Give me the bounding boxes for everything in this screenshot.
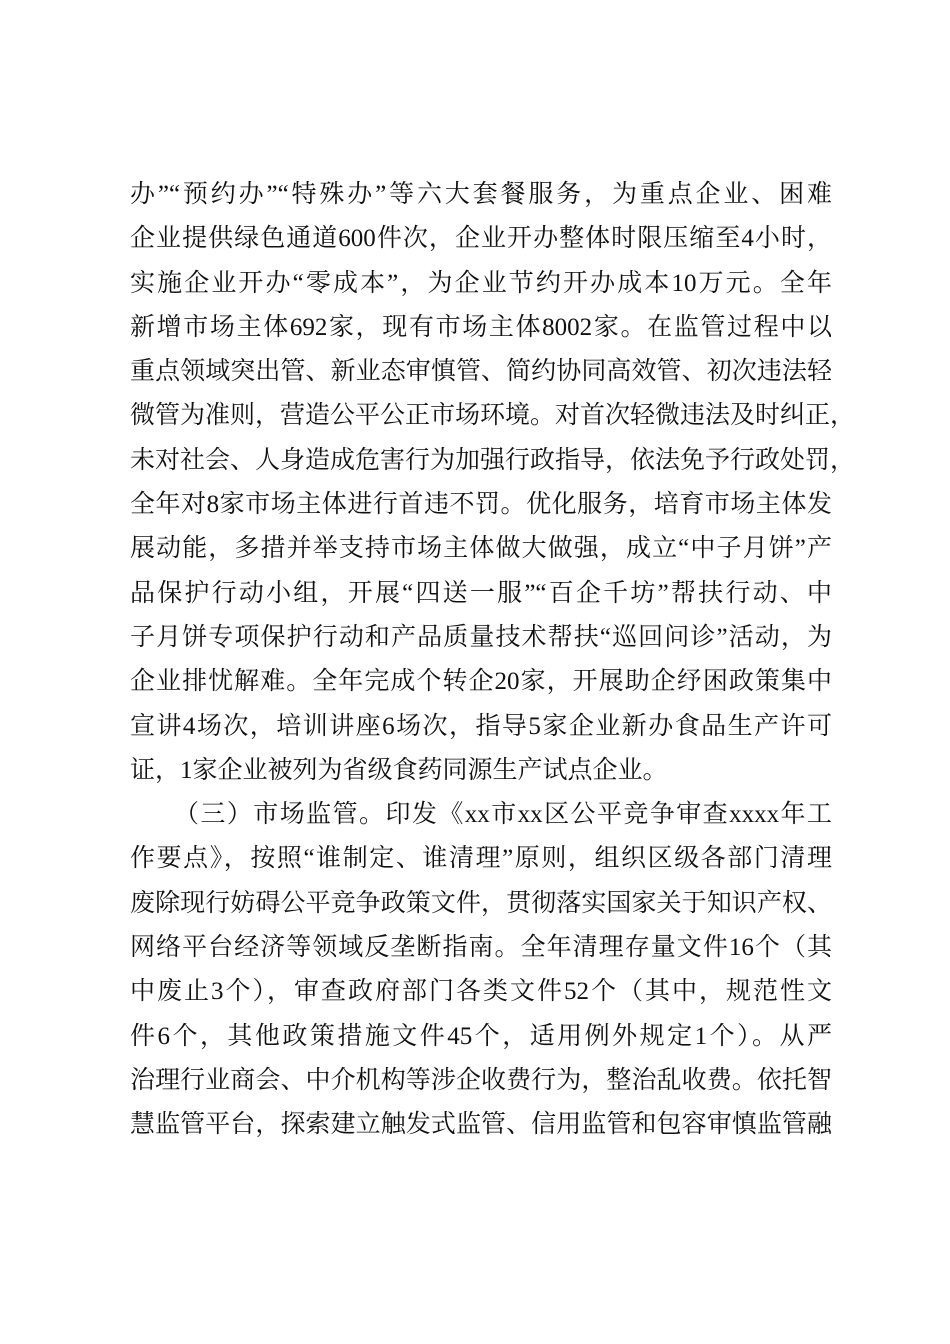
text-line: 企业排忧解难。全年完成个转企20家，开展助企纾困政策集中 [130, 668, 832, 696]
text-line: 品保护行动小组，开展“四送一服”“百企千坊”帮扶行动、中 [130, 579, 832, 607]
text-line: 慧监管平台，探索建立触发式监管、信用监管和包容审慎监管融 [130, 1111, 832, 1139]
paragraph-market-supervision [130, 793, 832, 1147]
text-line: 企业提供绿色通道600件次，企业开办整体时限压缩至4小时， [130, 225, 832, 253]
text-line: 证，1家企业被列为省级食药同源生产试点企业。 [130, 756, 668, 784]
text-line: 新增市场主体692家，现有市场主体8002家。在监管过程中以 [130, 313, 832, 341]
text-line: 展动能，多措并举支持市场主体做大做强，成立“中子月饼”产 [130, 535, 832, 563]
text-line: 微管为准则，营造公平公正市场环境。对首次轻微违法及时纠正， [130, 402, 856, 430]
text-line: 治理行业商会、中介机构等涉企收费行为，整治乱收费。依托智 [130, 1066, 832, 1094]
text-line: 子月饼专项保护行动和产品质量技术帮扶“巡回问诊”活动，为 [130, 623, 832, 651]
text-line: 作要点》，按照“谁制定、谁清理”原则，组织区级各部门清理 [130, 845, 832, 873]
text-line: 宣讲4场次，培训讲座6场次，指导5家企业新办食品生产许可 [130, 712, 832, 740]
text-line: 中废止3个），审查政府部门各类文件52个（其中，规范性文 [130, 978, 832, 1006]
paragraph-business-services [130, 173, 856, 793]
text-line: （三）市场监管。印发《xx市xx区公平竞争审查xxxx年工 [174, 801, 832, 829]
text-line: 网络平台经济等领域反垄断指南。全年清理存量文件16个（其 [130, 934, 832, 962]
text-line: 重点领域突出管、新业态审慎管、简约协同高效管、初次违法轻 [130, 358, 832, 386]
document-page [130, 173, 856, 1148]
text-line: 全年对8家市场主体进行首违不罚。优化服务，培育市场主体发 [130, 491, 832, 519]
text-line: 办”“预约办”“特殊办”等六大套餐服务，为重点企业、困难 [130, 181, 832, 208]
text-line: 件6个，其他政策措施文件45个，适用例外规定1个）。从严 [130, 1022, 832, 1050]
text-line: 实施企业开办“零成本”，为企业节约开办成本10万元。全年 [130, 269, 832, 297]
text-line: 废除现行妨碍公平竞争政策文件，贯彻落实国家关于知识产权、 [130, 889, 832, 917]
text-line: 未对社会、人身造成危害行为加强行政指导，依法免予行政处罚， [130, 446, 856, 474]
